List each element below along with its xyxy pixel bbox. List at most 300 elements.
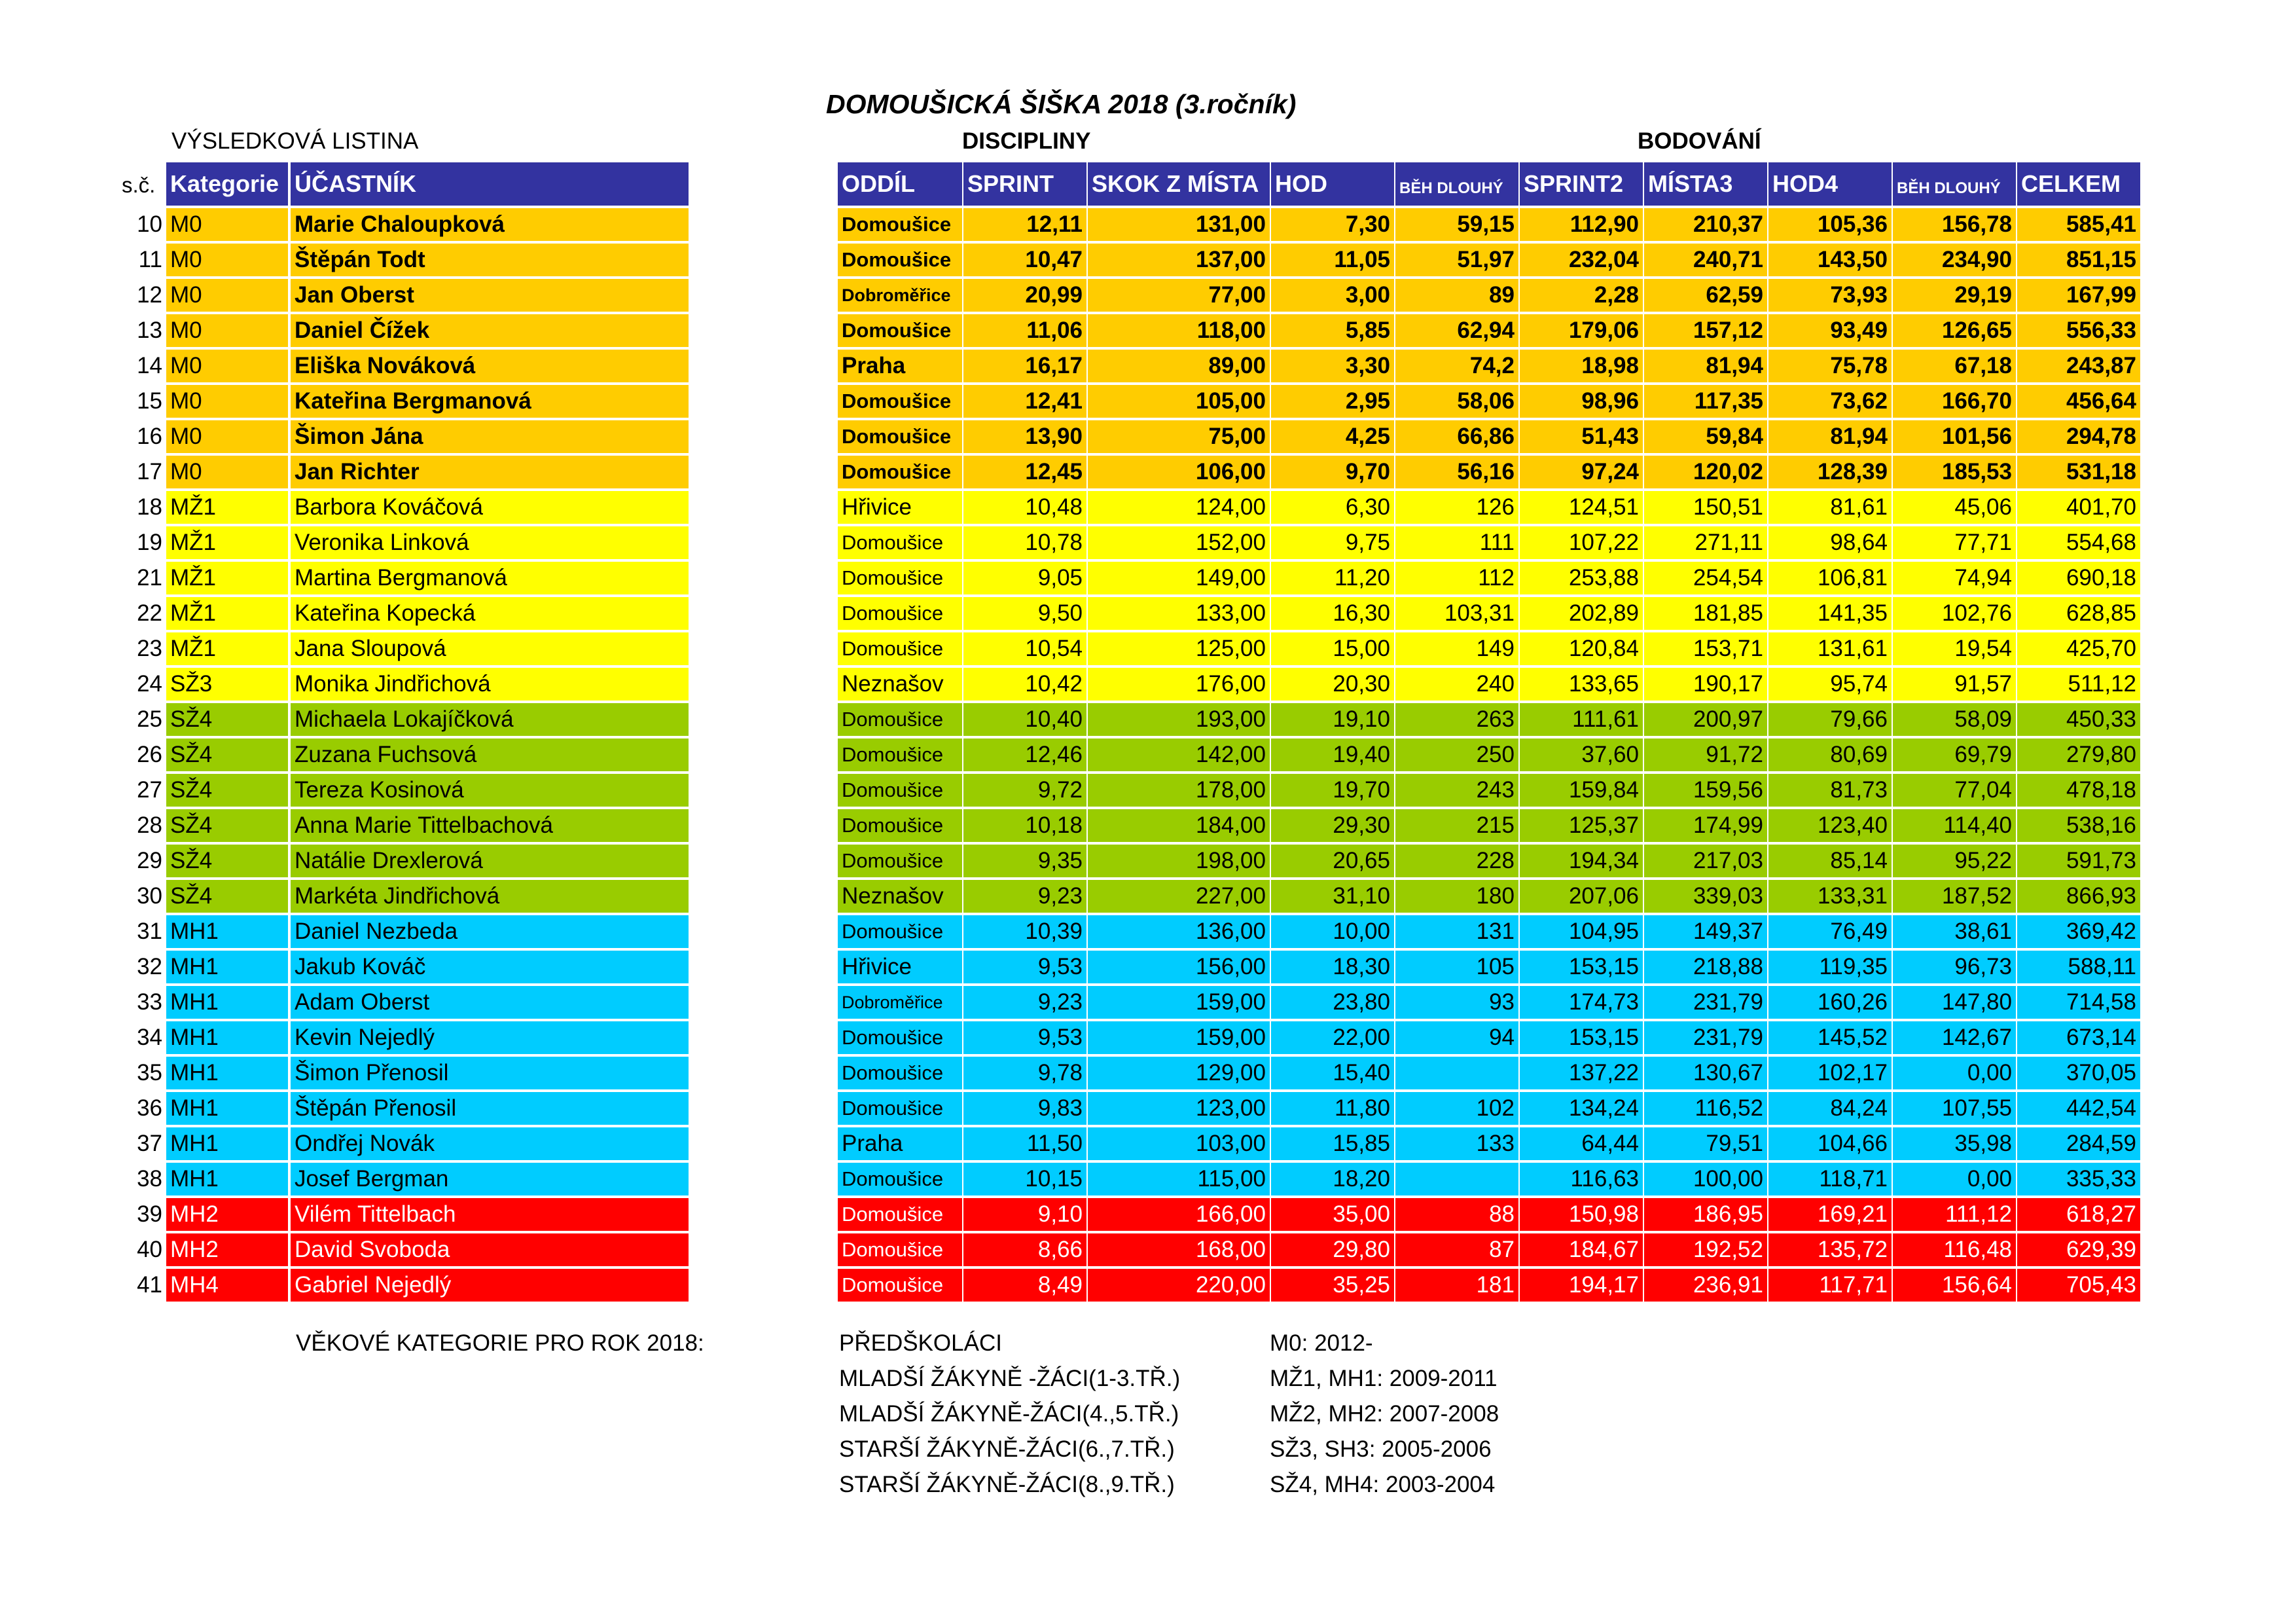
header-sprint2: SPRINT2 [1520,162,1643,206]
cell-p3: 169,21 [1768,1198,1892,1231]
cell-total: 279,80 [2017,739,2140,771]
cell-sc: 13 [137,318,162,343]
cell-p2: 240,71 [1644,244,1767,276]
cell-p2: 62,59 [1644,279,1767,312]
cell-p2: 210,37 [1644,208,1767,241]
cell-p4: 77,04 [1893,774,2016,807]
cell-p3: 73,62 [1768,385,1892,418]
cell-sprint: 8,49 [963,1269,1086,1302]
cell-name: Šimon Jána [291,420,689,453]
cell-p4: 58,09 [1893,703,2016,736]
cell-run: 105 [1395,951,1518,983]
cell-p4: 107,55 [1893,1092,2016,1125]
cell-jump: 142,00 [1088,739,1270,771]
cell-p3: 75,78 [1768,350,1892,382]
cell-p1: 153,15 [1520,1021,1643,1054]
cell-p2: 192,52 [1644,1233,1767,1266]
cell-sc: 39 [137,1201,162,1227]
cell-p4: 0,00 [1893,1057,2016,1089]
cell-p3: 141,35 [1768,597,1892,630]
cell-p2: 81,94 [1644,350,1767,382]
cell-p1: 37,60 [1520,739,1643,771]
cell-p2: 100,00 [1644,1163,1767,1195]
legend-group: STARŠÍ ŽÁKYNĚ-ŽÁCI(6.,7.TŘ.) [839,1436,1175,1462]
cell-total: 538,16 [2017,809,2140,842]
cell-run: 228 [1395,845,1518,877]
cell-p3: 79,66 [1768,703,1892,736]
cell-cat: M0 [166,208,288,241]
cell-run: 181 [1395,1269,1518,1302]
cell-p4: 126,65 [1893,314,2016,347]
cell-p2: 174,99 [1644,809,1767,842]
cell-cat: MH4 [166,1269,288,1302]
cell-total: 370,05 [2017,1057,2140,1089]
cell-throw: 9,75 [1271,526,1394,559]
cell-sprint: 16,17 [963,350,1086,382]
cell-club: Domoušice [838,597,962,630]
cell-jump: 184,00 [1088,809,1270,842]
cell-throw: 6,30 [1271,491,1394,524]
cell-total: 866,93 [2017,880,2140,913]
cell-total: 628,85 [2017,597,2140,630]
cell-cat: MŽ1 [166,632,288,665]
cell-run: 51,97 [1395,244,1518,276]
cell-throw: 23,80 [1271,986,1394,1019]
cell-sprint: 9,35 [963,845,1086,877]
cell-jump: 159,00 [1088,986,1270,1019]
cell-throw: 11,05 [1271,244,1394,276]
cell-cat: SŽ4 [166,774,288,807]
cell-total: 556,33 [2017,314,2140,347]
cell-total: 690,18 [2017,562,2140,594]
cell-sc: 27 [137,777,162,803]
cell-cat: M0 [166,350,288,382]
cell-club: Domoušice [838,809,962,842]
cell-sprint: 9,23 [963,986,1086,1019]
cell-sprint: 11,06 [963,314,1086,347]
cell-run: 89 [1395,279,1518,312]
cell-p4: 234,90 [1893,244,2016,276]
cell-p1: 174,73 [1520,986,1643,1019]
cell-sprint: 10,48 [963,491,1086,524]
cell-name: Jan Oberst [291,279,689,312]
cell-sprint: 10,42 [963,668,1086,701]
cell-sc: 23 [137,636,162,661]
cell-name: Marie Chaloupková [291,208,689,241]
cell-club: Dobroměřice [838,986,962,1019]
cell-name: Kateřina Kopecká [291,597,689,630]
group-label-scoring: BODOVÁNÍ [1638,128,1761,154]
cell-throw: 35,00 [1271,1198,1394,1231]
cell-jump: 166,00 [1088,1198,1270,1231]
cell-cat: M0 [166,314,288,347]
cell-total: 618,27 [2017,1198,2140,1231]
cell-throw: 3,00 [1271,279,1394,312]
cell-p4: 45,06 [1893,491,2016,524]
cell-total: 456,64 [2017,385,2140,418]
header-jump: SKOK Z MÍSTA [1088,162,1270,206]
cell-p3: 81,61 [1768,491,1892,524]
cell-sprint: 9,83 [963,1092,1086,1125]
cell-total: 284,59 [2017,1127,2140,1160]
cell-p2: 186,95 [1644,1198,1767,1231]
legend-group: PŘEDŠKOLÁCI [839,1330,1002,1356]
cell-club: Neznašov [838,668,962,701]
cell-p1: 202,89 [1520,597,1643,630]
cell-p2: 116,52 [1644,1092,1767,1125]
cell-p1: 159,84 [1520,774,1643,807]
cell-p3: 81,94 [1768,420,1892,453]
cell-run: 59,15 [1395,208,1518,241]
cell-p2: 254,54 [1644,562,1767,594]
cell-p3: 143,50 [1768,244,1892,276]
cell-club: Domoušice [838,1233,962,1266]
cell-p4: 96,73 [1893,951,2016,983]
legend-years: M0: 2012- [1270,1330,1373,1356]
cell-p1: 194,34 [1520,845,1643,877]
cell-p1: 232,04 [1520,244,1643,276]
cell-sprint: 11,50 [963,1127,1086,1160]
cell-club: Domoušice [838,562,962,594]
cell-cat: MH1 [166,1127,288,1160]
cell-throw: 31,10 [1271,880,1394,913]
legend-group: STARŠÍ ŽÁKYNĚ-ŽÁCI(8.,9.TŘ.) [839,1472,1175,1497]
cell-club: Domoušice [838,1057,962,1089]
cell-throw: 19,10 [1271,703,1394,736]
cell-total: 714,58 [2017,986,2140,1019]
cell-p4: 19,54 [1893,632,2016,665]
cell-p1: 104,95 [1520,915,1643,948]
cell-cat: MŽ1 [166,491,288,524]
cell-p2: 181,85 [1644,597,1767,630]
cell-club: Domoušice [838,915,962,948]
cell-sc: 25 [137,706,162,732]
cell-cat: MH1 [166,951,288,983]
cell-run: 74,2 [1395,350,1518,382]
cell-p3: 95,74 [1768,668,1892,701]
cell-p3: 105,36 [1768,208,1892,241]
cell-p2: 91,72 [1644,739,1767,771]
cell-p2: 231,79 [1644,1021,1767,1054]
cell-name: Jana Sloupová [291,632,689,665]
cell-name: Veronika Linková [291,526,689,559]
cell-p2: 149,37 [1644,915,1767,948]
cell-club: Domoušice [838,774,962,807]
cell-name: Michaela Lokajíčková [291,703,689,736]
cell-throw: 22,00 [1271,1021,1394,1054]
cell-jump: 131,00 [1088,208,1270,241]
cell-p3: 131,61 [1768,632,1892,665]
cell-total: 167,99 [2017,279,2140,312]
cell-jump: 75,00 [1088,420,1270,453]
cell-p4: 0,00 [1893,1163,2016,1195]
cell-total: 369,42 [2017,915,2140,948]
cell-club: Domoušice [838,456,962,488]
cell-total: 243,87 [2017,350,2140,382]
cell-total: 511,12 [2017,668,2140,701]
cell-throw: 19,70 [1271,774,1394,807]
cell-total: 425,70 [2017,632,2140,665]
legend-years: MŽ1, MH1: 2009-2011 [1270,1366,1498,1391]
header-category: Kategorie [166,162,288,206]
cell-throw: 4,25 [1271,420,1394,453]
cell-throw: 29,30 [1271,809,1394,842]
cell-p4: 77,71 [1893,526,2016,559]
cell-p3: 85,14 [1768,845,1892,877]
cell-p2: 217,03 [1644,845,1767,877]
cell-run: 240 [1395,668,1518,701]
cell-p3: 117,71 [1768,1269,1892,1302]
cell-jump: 227,00 [1088,880,1270,913]
cell-p1: 184,67 [1520,1233,1643,1266]
cell-sprint: 12,46 [963,739,1086,771]
cell-run: 66,86 [1395,420,1518,453]
cell-throw: 20,30 [1271,668,1394,701]
cell-club: Neznašov [838,880,962,913]
cell-p3: 133,31 [1768,880,1892,913]
cell-sprint: 9,50 [963,597,1086,630]
cell-p1: 116,63 [1520,1163,1643,1195]
cell-p2: 157,12 [1644,314,1767,347]
cell-sprint: 8,66 [963,1233,1086,1266]
cell-sprint: 12,45 [963,456,1086,488]
cell-sc: 30 [137,883,162,909]
cell-p3: 128,39 [1768,456,1892,488]
cell-p1: 98,96 [1520,385,1643,418]
cell-p3: 102,17 [1768,1057,1892,1089]
cell-jump: 77,00 [1088,279,1270,312]
cell-run [1395,1163,1518,1195]
cell-club: Domoušice [838,420,962,453]
page-subtitle: VÝSLEDKOVÁ LISTINA [171,128,419,154]
cell-p4: 69,79 [1893,739,2016,771]
cell-jump: 152,00 [1088,526,1270,559]
cell-jump: 89,00 [1088,350,1270,382]
cell-sprint: 9,72 [963,774,1086,807]
cell-p3: 106,81 [1768,562,1892,594]
cell-club: Praha [838,1127,962,1160]
cell-club: Domoušice [838,526,962,559]
cell-cat: M0 [166,385,288,418]
cell-club: Hřivice [838,951,962,983]
cell-sprint: 13,90 [963,420,1086,453]
cell-name: Adam Oberst [291,986,689,1019]
legend-years: SŽ3, SH3: 2005-2006 [1270,1436,1492,1462]
cell-cat: SŽ4 [166,809,288,842]
cell-throw: 16,30 [1271,597,1394,630]
cell-total: 294,78 [2017,420,2140,453]
cell-p3: 104,66 [1768,1127,1892,1160]
cell-p4: 166,70 [1893,385,2016,418]
cell-p3: 135,72 [1768,1233,1892,1266]
cell-sprint: 9,10 [963,1198,1086,1231]
cell-run: 111 [1395,526,1518,559]
cell-sprint: 20,99 [963,279,1086,312]
cell-p4: 185,53 [1893,456,2016,488]
header-throw4: HOD4 [1768,162,1892,206]
cell-jump: 159,00 [1088,1021,1270,1054]
cell-jump: 156,00 [1088,951,1270,983]
cell-club: Domoušice [838,1198,962,1231]
cell-sc: 24 [137,671,162,697]
cell-p1: 112,90 [1520,208,1643,241]
cell-total: 588,11 [2017,951,2140,983]
cell-run: 126 [1395,491,1518,524]
cell-p4: 101,56 [1893,420,2016,453]
cell-p1: 125,37 [1520,809,1643,842]
cell-p1: 64,44 [1520,1127,1643,1160]
cell-sc: 37 [137,1131,162,1156]
cell-cat: SŽ4 [166,739,288,771]
cell-throw: 35,25 [1271,1269,1394,1302]
cell-sc: 12 [137,282,162,308]
cell-p4: 95,22 [1893,845,2016,877]
cell-cat: SŽ3 [166,668,288,701]
group-label-disciplines: DISCIPLINY [962,128,1091,154]
cell-jump: 168,00 [1088,1233,1270,1266]
cell-run: 180 [1395,880,1518,913]
cell-throw: 15,85 [1271,1127,1394,1160]
cell-p2: 271,11 [1644,526,1767,559]
cell-total: 335,33 [2017,1163,2140,1195]
cell-name: Daniel Čížek [291,314,689,347]
cell-run: 88 [1395,1198,1518,1231]
cell-club: Domoušice [838,208,962,241]
cell-throw: 11,80 [1271,1092,1394,1125]
cell-jump: 133,00 [1088,597,1270,630]
cell-name: Barbora Kováčová [291,491,689,524]
cell-sc: 22 [137,600,162,626]
cell-run: 250 [1395,739,1518,771]
cell-p4: 156,64 [1893,1269,2016,1302]
cell-throw: 19,40 [1271,739,1394,771]
cell-name: Monika Jindřichová [291,668,689,701]
cell-p1: 134,24 [1520,1092,1643,1125]
cell-club: Dobroměřice [838,279,962,312]
cell-p1: 150,98 [1520,1198,1643,1231]
header-sc: s.č. [122,173,156,197]
cell-jump: 198,00 [1088,845,1270,877]
cell-run: 87 [1395,1233,1518,1266]
cell-sc: 29 [137,848,162,873]
cell-run: 62,94 [1395,314,1518,347]
cell-p4: 187,52 [1893,880,2016,913]
cell-sc: 11 [138,247,162,272]
header-run_long2: BĚH DLOUHÝ [1893,162,2016,206]
cell-p4: 74,94 [1893,562,2016,594]
legend-years: MŽ2, MH2: 2007-2008 [1270,1401,1499,1427]
cell-p2: 130,67 [1644,1057,1767,1089]
cell-p2: 231,79 [1644,986,1767,1019]
cell-p1: 2,28 [1520,279,1643,312]
cell-p3: 93,49 [1768,314,1892,347]
legend-group: MLADŠÍ ŽÁKYNĚ -ŽÁCI(1-3.TŘ.) [839,1366,1181,1391]
cell-name: Šimon Přenosil [291,1057,689,1089]
cell-p3: 118,71 [1768,1163,1892,1195]
cell-cat: MH1 [166,915,288,948]
cell-sc: 18 [137,494,162,520]
cell-p2: 153,71 [1644,632,1767,665]
cell-name: Josef Bergman [291,1163,689,1195]
cell-throw: 2,95 [1271,385,1394,418]
cell-run [1395,1057,1518,1089]
cell-run: 215 [1395,809,1518,842]
cell-throw: 15,00 [1271,632,1394,665]
cell-sc: 41 [137,1272,162,1298]
cell-jump: 176,00 [1088,668,1270,701]
cell-club: Domoušice [838,739,962,771]
cell-sc: 34 [137,1025,162,1050]
cell-club: Domoušice [838,1021,962,1054]
cell-club: Domoušice [838,632,962,665]
cell-p2: 159,56 [1644,774,1767,807]
cell-cat: M0 [166,420,288,453]
cell-club: Domoušice [838,1163,962,1195]
cell-p4: 156,78 [1893,208,2016,241]
cell-cat: SŽ4 [166,880,288,913]
cell-name: David Svoboda [291,1233,689,1266]
cell-p4: 38,61 [1893,915,2016,948]
cell-sc: 38 [137,1166,162,1192]
cell-p2: 59,84 [1644,420,1767,453]
cell-p3: 73,93 [1768,279,1892,312]
cell-sc: 31 [137,919,162,944]
cell-name: Jakub Kováč [291,951,689,983]
cell-p2: 339,03 [1644,880,1767,913]
cell-sprint: 10,40 [963,703,1086,736]
cell-jump: 149,00 [1088,562,1270,594]
cell-sc: 26 [137,742,162,767]
cell-sc: 19 [137,530,162,555]
cell-total: 705,43 [2017,1269,2140,1302]
cell-jump: 124,00 [1088,491,1270,524]
cell-sc: 36 [137,1095,162,1121]
cell-run: 94 [1395,1021,1518,1054]
cell-run: 149 [1395,632,1518,665]
cell-total: 851,15 [2017,244,2140,276]
cell-sprint: 9,53 [963,1021,1086,1054]
cell-p3: 145,52 [1768,1021,1892,1054]
cell-jump: 105,00 [1088,385,1270,418]
cell-jump: 125,00 [1088,632,1270,665]
cell-p1: 253,88 [1520,562,1643,594]
cell-p4: 111,12 [1893,1198,2016,1231]
cell-p1: 51,43 [1520,420,1643,453]
cell-total: 629,39 [2017,1233,2140,1266]
cell-sc: 14 [137,353,162,378]
cell-jump: 220,00 [1088,1269,1270,1302]
cell-p1: 207,06 [1520,880,1643,913]
cell-jump: 103,00 [1088,1127,1270,1160]
cell-sc: 28 [137,812,162,838]
cell-p1: 111,61 [1520,703,1643,736]
cell-p1: 18,98 [1520,350,1643,382]
cell-run: 93 [1395,986,1518,1019]
cell-run: 103,31 [1395,597,1518,630]
cell-name: Anna Marie Tittelbachová [291,809,689,842]
cell-total: 450,33 [2017,703,2140,736]
cell-sprint: 10,54 [963,632,1086,665]
cell-name: Vilém Tittelbach [291,1198,689,1231]
cell-throw: 5,85 [1271,314,1394,347]
header-run_long: BĚH DLOUHÝ [1395,162,1518,206]
cell-sprint: 10,15 [963,1163,1086,1195]
cell-run: 131 [1395,915,1518,948]
cell-club: Praha [838,350,962,382]
cell-sprint: 9,53 [963,951,1086,983]
cell-p2: 236,91 [1644,1269,1767,1302]
cell-p4: 147,80 [1893,986,2016,1019]
